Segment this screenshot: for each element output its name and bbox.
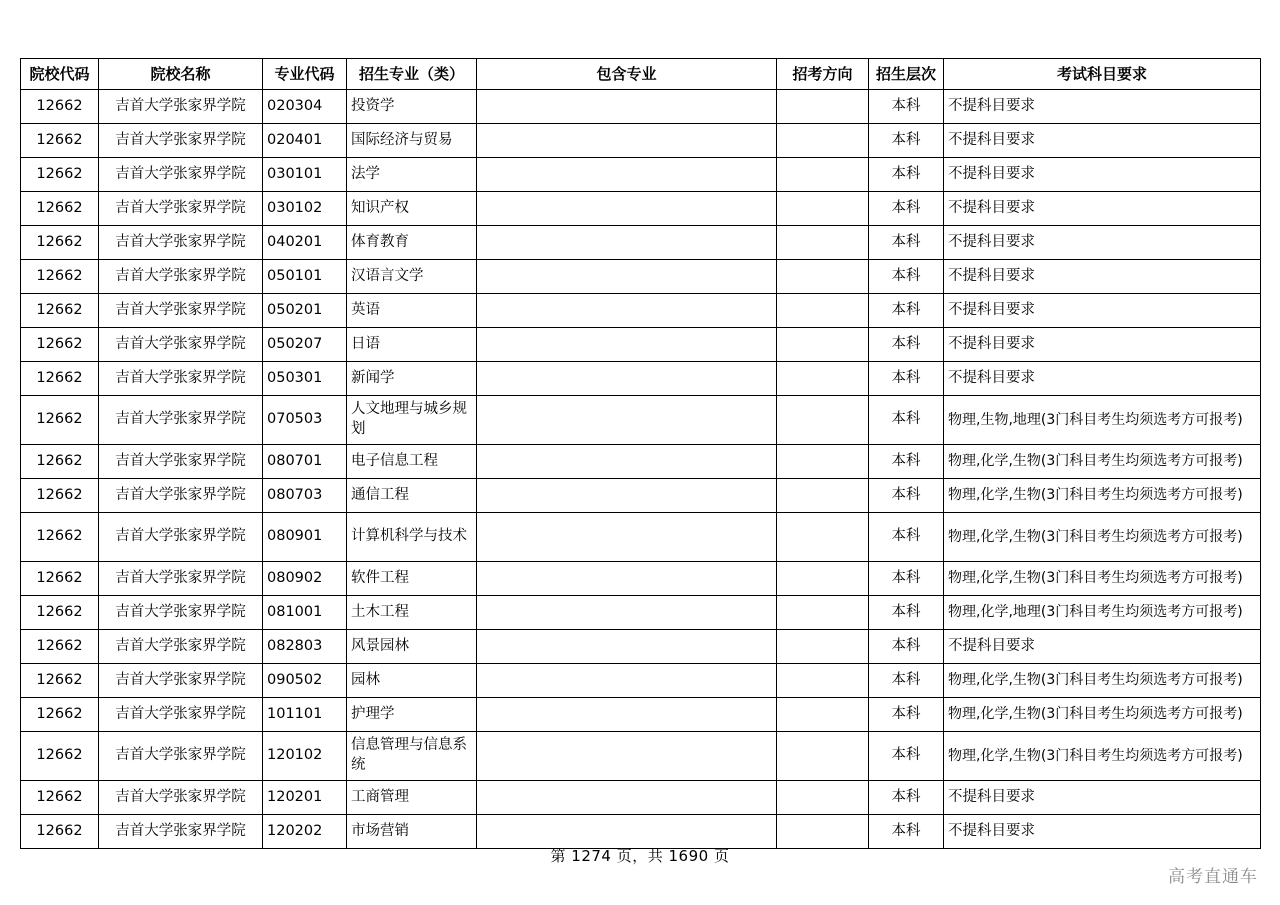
cell-school-name: 吉首大学张家界学院 [99, 664, 263, 698]
table-row [21, 328, 1261, 362]
cell-major-code: 050101 [263, 260, 347, 294]
column-header-exam-requirement: 考试科目要求 [944, 59, 1261, 90]
cell-school-name: 吉首大学张家界学院 [99, 630, 263, 664]
table-row [21, 698, 1261, 732]
cell-school-name: 吉首大学张家界学院 [99, 445, 263, 479]
cell-school-name: 吉首大学张家界学院 [99, 513, 263, 562]
cell-included-majors [477, 562, 777, 596]
table-row [21, 596, 1261, 630]
cell-exam-requirement [944, 562, 1261, 596]
cell-exam-requirement [944, 226, 1261, 260]
cell-level: 本科 [869, 396, 944, 445]
cell-included-majors [477, 158, 777, 192]
cell-included-majors [477, 698, 777, 732]
cell-school-name: 吉首大学张家界学院 [99, 815, 263, 849]
cell-school-code: 12662 [21, 328, 99, 362]
cell-school-name: 吉首大学张家界学院 [99, 362, 263, 396]
cell-major-name: 信息管理与信息系统 [347, 732, 477, 781]
table-row [21, 732, 1261, 781]
cell-major-name: 园林 [347, 664, 477, 698]
cell-school-code: 12662 [21, 664, 99, 698]
cell-school-name: 吉首大学张家界学院 [99, 158, 263, 192]
cell-included-majors [477, 124, 777, 158]
table-row [21, 815, 1261, 849]
cell-direction [777, 90, 869, 124]
cell-major-name: 日语 [347, 328, 477, 362]
exam-requirement-text: 不提科目要求 [948, 131, 1035, 148]
cell-level: 本科 [869, 328, 944, 362]
cell-exam-requirement [944, 192, 1261, 226]
cell-level: 本科 [869, 90, 944, 124]
cell-major-name: 新闻学 [347, 362, 477, 396]
table-row [21, 513, 1261, 562]
cell-exam-requirement [944, 158, 1261, 192]
table-row [21, 294, 1261, 328]
cell-school-name: 吉首大学张家界学院 [99, 226, 263, 260]
cell-major-name: 土木工程 [347, 596, 477, 630]
cell-school-name: 吉首大学张家界学院 [99, 698, 263, 732]
column-header-major-name: 招生专业（类） [347, 59, 477, 90]
cell-school-name: 吉首大学张家界学院 [99, 90, 263, 124]
cell-level: 本科 [869, 630, 944, 664]
cell-major-name: 汉语言文学 [347, 260, 477, 294]
cell-exam-requirement [944, 630, 1261, 664]
cell-major-code: 040201 [263, 226, 347, 260]
cell-school-code: 12662 [21, 192, 99, 226]
cell-level: 本科 [869, 562, 944, 596]
cell-school-name: 吉首大学张家界学院 [99, 328, 263, 362]
cell-school-code: 12662 [21, 815, 99, 849]
cell-school-name: 吉首大学张家界学院 [99, 396, 263, 445]
cell-included-majors [477, 781, 777, 815]
cell-level: 本科 [869, 192, 944, 226]
table-row [21, 396, 1261, 445]
cell-exam-requirement [944, 362, 1261, 396]
table-row [21, 630, 1261, 664]
exam-requirement-text: 不提科目要求 [948, 637, 1035, 654]
cell-level: 本科 [869, 732, 944, 781]
cell-exam-requirement [944, 328, 1261, 362]
exam-requirement-text: 物理,化学,生物(3门科目考生均须选考方可报考) [948, 453, 1243, 470]
watermark-label: 高考直通车 [1168, 867, 1258, 887]
exam-requirement-text: 不提科目要求 [948, 199, 1035, 216]
cell-major-code: 020304 [263, 90, 347, 124]
cell-school-code: 12662 [21, 90, 99, 124]
cell-included-majors [477, 328, 777, 362]
table-row [21, 479, 1261, 513]
table-row [21, 90, 1261, 124]
cell-included-majors [477, 294, 777, 328]
cell-major-name: 国际经济与贸易 [347, 124, 477, 158]
exam-requirement-text: 物理,化学,生物(3门科目考生均须选考方可报考) [948, 672, 1243, 689]
cell-included-majors [477, 260, 777, 294]
cell-exam-requirement [944, 815, 1261, 849]
exam-requirement-text: 物理,化学,生物(3门科目考生均须选考方可报考) [948, 487, 1243, 504]
exam-requirement-text: 不提科目要求 [948, 788, 1035, 805]
exam-requirement-text: 物理,化学,生物(3门科目考生均须选考方可报考) [948, 528, 1243, 545]
cell-school-name: 吉首大学张家界学院 [99, 124, 263, 158]
cell-major-code: 020401 [263, 124, 347, 158]
cell-major-code: 090502 [263, 664, 347, 698]
cell-school-name: 吉首大学张家界学院 [99, 260, 263, 294]
column-header-major-code: 专业代码 [263, 59, 347, 90]
table-row [21, 445, 1261, 479]
cell-major-code: 030101 [263, 158, 347, 192]
cell-major-name: 法学 [347, 158, 477, 192]
table-row [21, 362, 1261, 396]
exam-requirement-text: 不提科目要求 [948, 267, 1035, 284]
cell-exam-requirement [944, 732, 1261, 781]
cell-school-code: 12662 [21, 781, 99, 815]
cell-included-majors [477, 479, 777, 513]
cell-direction [777, 226, 869, 260]
table-row [21, 158, 1261, 192]
cell-major-code: 050207 [263, 328, 347, 362]
cell-school-code: 12662 [21, 630, 99, 664]
cell-direction [777, 479, 869, 513]
cell-school-code: 12662 [21, 596, 99, 630]
cell-included-majors [477, 664, 777, 698]
cell-included-majors [477, 396, 777, 445]
table-row [21, 192, 1261, 226]
cell-school-code: 12662 [21, 226, 99, 260]
cell-exam-requirement [944, 596, 1261, 630]
cell-major-code: 080901 [263, 513, 347, 562]
cell-major-name: 风景园林 [347, 630, 477, 664]
cell-included-majors [477, 596, 777, 630]
cell-school-name: 吉首大学张家界学院 [99, 294, 263, 328]
column-header-included-majors: 包含专业 [477, 59, 777, 90]
cell-level: 本科 [869, 664, 944, 698]
column-header-school-name: 院校名称 [99, 59, 263, 90]
exam-requirement-text: 物理,化学,生物(3门科目考生均须选考方可报考) [948, 570, 1243, 587]
exam-requirement-text: 不提科目要求 [948, 369, 1035, 386]
cell-level: 本科 [869, 513, 944, 562]
cell-direction [777, 562, 869, 596]
cell-exam-requirement [944, 294, 1261, 328]
cell-direction [777, 513, 869, 562]
cell-direction [777, 362, 869, 396]
cell-major-name: 体育教育 [347, 226, 477, 260]
column-header-direction: 招考方向 [777, 59, 869, 90]
cell-major-code: 080902 [263, 562, 347, 596]
cell-direction [777, 396, 869, 445]
cell-school-name: 吉首大学张家界学院 [99, 562, 263, 596]
cell-included-majors [477, 192, 777, 226]
cell-level: 本科 [869, 781, 944, 815]
table-header-row [21, 59, 1261, 90]
table-body [21, 90, 1261, 849]
cell-school-name: 吉首大学张家界学院 [99, 192, 263, 226]
cell-major-name: 英语 [347, 294, 477, 328]
cell-direction [777, 260, 869, 294]
cell-exam-requirement [944, 445, 1261, 479]
cell-school-code: 12662 [21, 294, 99, 328]
exam-requirement-text: 物理,化学,生物(3门科目考生均须选考方可报考) [948, 706, 1243, 723]
cell-school-name: 吉首大学张家界学院 [99, 479, 263, 513]
cell-level: 本科 [869, 226, 944, 260]
cell-major-code: 080703 [263, 479, 347, 513]
cell-direction [777, 815, 869, 849]
column-header-school-code: 院校代码 [21, 59, 99, 90]
cell-included-majors [477, 226, 777, 260]
cell-major-code: 120202 [263, 815, 347, 849]
cell-major-name: 计算机科学与技术 [347, 513, 477, 562]
cell-included-majors [477, 445, 777, 479]
cell-school-code: 12662 [21, 732, 99, 781]
page-footer: 第 1274 页，共 1690 页 [550, 847, 730, 865]
cell-major-name: 市场营销 [347, 815, 477, 849]
cell-direction [777, 445, 869, 479]
exam-requirement-text: 不提科目要求 [948, 822, 1035, 839]
cell-major-code: 050201 [263, 294, 347, 328]
exam-requirement-text: 不提科目要求 [948, 165, 1035, 182]
cell-level: 本科 [869, 479, 944, 513]
cell-exam-requirement [944, 698, 1261, 732]
cell-major-name: 人文地理与城乡规划 [347, 396, 477, 445]
cell-level: 本科 [869, 362, 944, 396]
cell-school-name: 吉首大学张家界学院 [99, 781, 263, 815]
cell-school-name: 吉首大学张家界学院 [99, 732, 263, 781]
cell-major-name: 工商管理 [347, 781, 477, 815]
cell-major-code: 070503 [263, 396, 347, 445]
cell-school-code: 12662 [21, 479, 99, 513]
cell-direction [777, 192, 869, 226]
table-header [21, 59, 1261, 90]
cell-included-majors [477, 513, 777, 562]
exam-requirement-text: 物理,生物,地理(3门科目考生均须选考方可报考) [948, 411, 1243, 428]
cell-level: 本科 [869, 260, 944, 294]
cell-school-code: 12662 [21, 562, 99, 596]
cell-school-code: 12662 [21, 445, 99, 479]
cell-direction [777, 630, 869, 664]
cell-major-name: 知识产权 [347, 192, 477, 226]
cell-level: 本科 [869, 294, 944, 328]
cell-school-code: 12662 [21, 362, 99, 396]
cell-direction [777, 124, 869, 158]
exam-requirement-text: 物理,化学,生物(3门科目考生均须选考方可报考) [948, 747, 1243, 764]
cell-exam-requirement [944, 396, 1261, 445]
table-row [21, 781, 1261, 815]
cell-exam-requirement [944, 260, 1261, 294]
cell-exam-requirement [944, 781, 1261, 815]
cell-major-code: 120102 [263, 732, 347, 781]
cell-direction [777, 596, 869, 630]
cell-school-code: 12662 [21, 124, 99, 158]
cell-included-majors [477, 815, 777, 849]
cell-major-name: 电子信息工程 [347, 445, 477, 479]
table-row [21, 226, 1261, 260]
cell-level: 本科 [869, 445, 944, 479]
cell-major-name: 通信工程 [347, 479, 477, 513]
cell-major-code: 030102 [263, 192, 347, 226]
column-header-level: 招生层次 [869, 59, 944, 90]
cell-direction [777, 732, 869, 781]
cell-included-majors [477, 90, 777, 124]
cell-included-majors [477, 362, 777, 396]
exam-requirement-text: 不提科目要求 [948, 97, 1035, 114]
cell-exam-requirement [944, 479, 1261, 513]
cell-level: 本科 [869, 124, 944, 158]
cell-school-code: 12662 [21, 158, 99, 192]
cell-major-code: 120201 [263, 781, 347, 815]
table-row [21, 664, 1261, 698]
table-row [21, 124, 1261, 158]
cell-level: 本科 [869, 698, 944, 732]
cell-exam-requirement [944, 124, 1261, 158]
cell-school-code: 12662 [21, 396, 99, 445]
cell-level: 本科 [869, 596, 944, 630]
cell-major-code: 101101 [263, 698, 347, 732]
table-row [21, 260, 1261, 294]
cell-major-name: 护理学 [347, 698, 477, 732]
cell-exam-requirement [944, 664, 1261, 698]
cell-level: 本科 [869, 815, 944, 849]
majors-table [20, 58, 1261, 849]
cell-direction [777, 294, 869, 328]
cell-school-code: 12662 [21, 260, 99, 294]
exam-requirement-text: 物理,化学,地理(3门科目考生均须选考方可报考) [948, 604, 1243, 621]
exam-requirement-text: 不提科目要求 [948, 301, 1035, 318]
exam-requirement-text: 不提科目要求 [948, 233, 1035, 250]
cell-direction [777, 781, 869, 815]
cell-major-name: 软件工程 [347, 562, 477, 596]
cell-level: 本科 [869, 158, 944, 192]
cell-included-majors [477, 630, 777, 664]
cell-direction [777, 698, 869, 732]
cell-direction [777, 328, 869, 362]
exam-requirement-text: 不提科目要求 [948, 335, 1035, 352]
cell-major-code: 050301 [263, 362, 347, 396]
cell-major-code: 080701 [263, 445, 347, 479]
cell-major-name: 投资学 [347, 90, 477, 124]
cell-school-code: 12662 [21, 513, 99, 562]
table-row [21, 562, 1261, 596]
cell-school-code: 12662 [21, 698, 99, 732]
cell-exam-requirement [944, 90, 1261, 124]
cell-major-code: 081001 [263, 596, 347, 630]
cell-direction [777, 158, 869, 192]
cell-included-majors [477, 732, 777, 781]
cell-school-name: 吉首大学张家界学院 [99, 596, 263, 630]
cell-exam-requirement [944, 513, 1261, 562]
cell-direction [777, 664, 869, 698]
cell-major-code: 082803 [263, 630, 347, 664]
